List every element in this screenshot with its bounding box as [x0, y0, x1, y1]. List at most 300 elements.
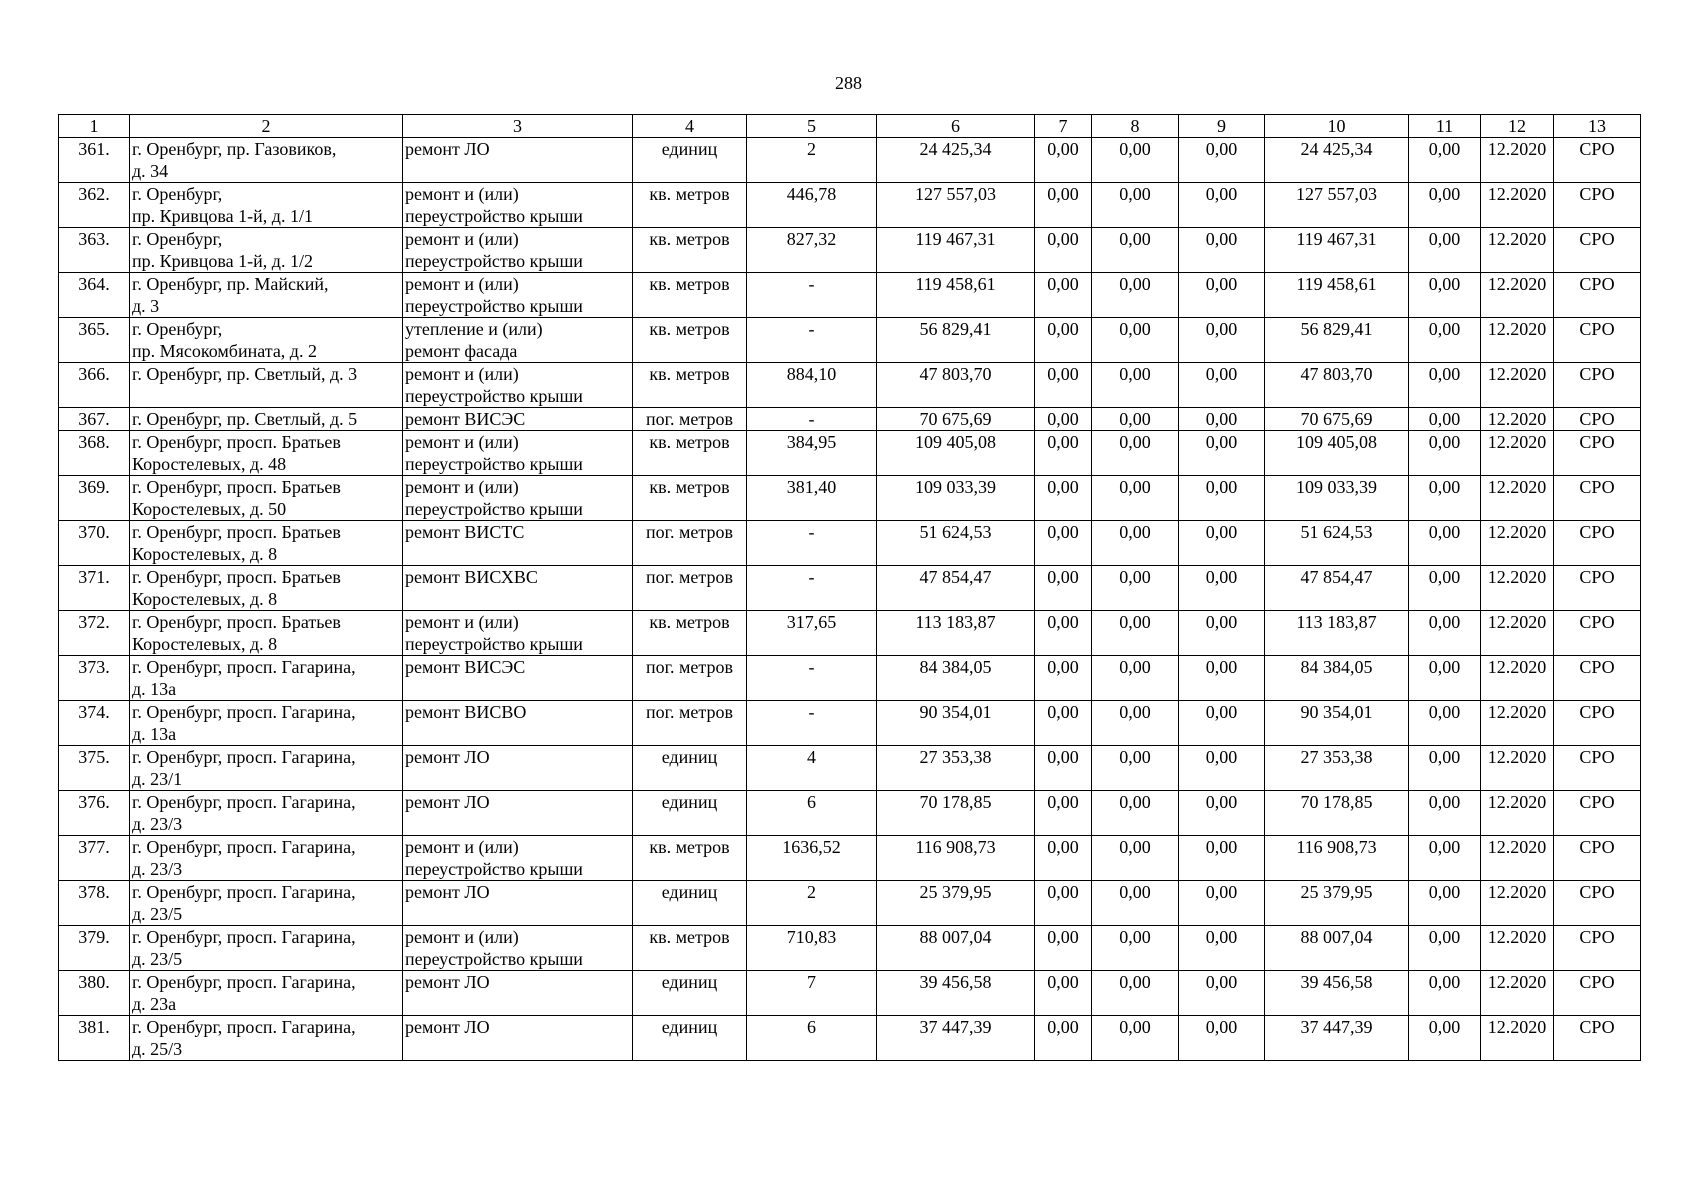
- col11-cell: 0,00: [1409, 138, 1481, 183]
- col8-cell: 0,00: [1092, 431, 1179, 476]
- row-number: 372.: [59, 611, 130, 656]
- work-type-cell: [403, 521, 633, 566]
- organization-cell: СРО: [1554, 746, 1641, 791]
- address-cell: [130, 656, 403, 701]
- col11-cell: 0,00: [1409, 791, 1481, 836]
- col7-cell: 0,00: [1035, 273, 1092, 318]
- address-cell-line: пр. Кривцова 1-й, д. 1/1: [132, 206, 313, 226]
- col9-cell: 0,00: [1179, 431, 1265, 476]
- total-cost-cell: 37 447,39: [877, 1016, 1035, 1061]
- date-cell: 12.2020: [1481, 836, 1554, 881]
- col11-cell: 0,00: [1409, 656, 1481, 701]
- work-type-cell-line: ремонт ВИСТС: [405, 522, 525, 542]
- col7-cell: 0,00: [1035, 791, 1092, 836]
- col9-cell: 0,00: [1179, 1016, 1265, 1061]
- quantity-cell: 884,10: [747, 363, 877, 408]
- work-type-cell-line: ремонт ЛО: [405, 972, 490, 992]
- organization-cell: СРО: [1554, 611, 1641, 656]
- address-cell-line: г. Оренбург, просп. Гагарина,: [132, 747, 356, 767]
- col10-cell: 84 384,05: [1265, 656, 1409, 701]
- total-cost-cell: 70 675,69: [877, 408, 1035, 431]
- work-type-cell: [403, 746, 633, 791]
- table-row: [59, 431, 1641, 476]
- quantity-cell: 317,65: [747, 611, 877, 656]
- unit-cell: единиц: [633, 1016, 747, 1061]
- address-cell-line: г. Оренбург, просп. Братьев: [132, 477, 341, 497]
- column-number-row: [59, 115, 1641, 138]
- table-row: [59, 476, 1641, 521]
- work-type-cell-line: ремонт и (или): [405, 364, 519, 384]
- row-number: 361.: [59, 138, 130, 183]
- address-cell: [130, 408, 403, 431]
- work-type-cell-line: ремонт ЛО: [405, 139, 490, 159]
- organization-cell: СРО: [1554, 408, 1641, 431]
- organization-cell: СРО: [1554, 363, 1641, 408]
- address-cell: [130, 228, 403, 273]
- work-type-cell: [403, 971, 633, 1016]
- quantity-cell: -: [747, 656, 877, 701]
- col7-cell: 0,00: [1035, 836, 1092, 881]
- col8-cell: 0,00: [1092, 1016, 1179, 1061]
- address-cell: [130, 1016, 403, 1061]
- col11-cell: 0,00: [1409, 408, 1481, 431]
- col7-cell: 0,00: [1035, 746, 1092, 791]
- column-header: 13: [1554, 115, 1641, 138]
- page-number: 288: [835, 73, 862, 93]
- address-cell: [130, 971, 403, 1016]
- organization-cell: СРО: [1554, 836, 1641, 881]
- work-type-cell: [403, 656, 633, 701]
- col9-cell: 0,00: [1179, 926, 1265, 971]
- quantity-cell: -: [747, 273, 877, 318]
- col10-cell: 109 033,39: [1265, 476, 1409, 521]
- address-cell: [130, 431, 403, 476]
- address-cell-line: Коростелевых, д. 8: [132, 544, 278, 564]
- col8-cell: 0,00: [1092, 791, 1179, 836]
- col7-cell: 0,00: [1035, 476, 1092, 521]
- col10-cell: 25 379,95: [1265, 881, 1409, 926]
- address-cell-line: г. Оренбург, пр. Светлый, д. 3: [132, 364, 358, 384]
- work-type-cell: [403, 183, 633, 228]
- table-body: [59, 138, 1641, 1061]
- col10-cell: 127 557,03: [1265, 183, 1409, 228]
- total-cost-cell: 25 379,95: [877, 881, 1035, 926]
- date-cell: 12.2020: [1481, 408, 1554, 431]
- date-cell: 12.2020: [1481, 971, 1554, 1016]
- col11-cell: 0,00: [1409, 881, 1481, 926]
- col7-cell: 0,00: [1035, 566, 1092, 611]
- table-row: [59, 881, 1641, 926]
- work-type-cell: [403, 566, 633, 611]
- work-type-cell-line: переустройство крыши: [405, 859, 583, 879]
- col10-cell: 119 467,31: [1265, 228, 1409, 273]
- row-number: 371.: [59, 566, 130, 611]
- address-cell-line: г. Оренбург, просп. Гагарина,: [132, 1017, 356, 1037]
- col11-cell: 0,00: [1409, 521, 1481, 566]
- unit-cell: кв. метров: [633, 363, 747, 408]
- col9-cell: 0,00: [1179, 521, 1265, 566]
- date-cell: 12.2020: [1481, 881, 1554, 926]
- table-row: [59, 183, 1641, 228]
- address-cell-line: д. 23/5: [132, 949, 183, 969]
- column-header: 5: [747, 115, 877, 138]
- total-cost-cell: 24 425,34: [877, 138, 1035, 183]
- unit-cell: пог. метров: [633, 701, 747, 746]
- col11-cell: 0,00: [1409, 836, 1481, 881]
- quantity-cell: 6: [747, 791, 877, 836]
- col11-cell: 0,00: [1409, 183, 1481, 228]
- work-type-cell: [403, 408, 633, 431]
- organization-cell: СРО: [1554, 881, 1641, 926]
- unit-cell: единиц: [633, 746, 747, 791]
- repair-register-table: [58, 114, 1641, 1061]
- column-header: 10: [1265, 115, 1409, 138]
- date-cell: 12.2020: [1481, 521, 1554, 566]
- quantity-cell: 384,95: [747, 431, 877, 476]
- address-cell-line: Коростелевых, д. 8: [132, 589, 278, 609]
- date-cell: 12.2020: [1481, 791, 1554, 836]
- total-cost-cell: 90 354,01: [877, 701, 1035, 746]
- work-type-cell: [403, 611, 633, 656]
- col10-cell: 51 624,53: [1265, 521, 1409, 566]
- total-cost-cell: 119 467,31: [877, 228, 1035, 273]
- column-header: 11: [1409, 115, 1481, 138]
- unit-cell: пог. метров: [633, 408, 747, 431]
- col8-cell: 0,00: [1092, 363, 1179, 408]
- unit-cell: единиц: [633, 881, 747, 926]
- quantity-cell: 6: [747, 1016, 877, 1061]
- col10-cell: 119 458,61: [1265, 273, 1409, 318]
- col9-cell: 0,00: [1179, 746, 1265, 791]
- work-type-cell-line: переустройство крыши: [405, 386, 583, 406]
- col7-cell: 0,00: [1035, 1016, 1092, 1061]
- date-cell: 12.2020: [1481, 183, 1554, 228]
- work-type-cell-line: ремонт и (или): [405, 432, 519, 452]
- work-type-cell-line: ремонт ЛО: [405, 1017, 490, 1037]
- unit-cell: единиц: [633, 138, 747, 183]
- row-number: 363.: [59, 228, 130, 273]
- work-type-cell-line: ремонт фасада: [405, 341, 518, 361]
- table-row: [59, 521, 1641, 566]
- column-header: 4: [633, 115, 747, 138]
- col8-cell: 0,00: [1092, 476, 1179, 521]
- address-cell-line: г. Оренбург, просп. Гагарина,: [132, 972, 356, 992]
- col11-cell: 0,00: [1409, 318, 1481, 363]
- col10-cell: 47 854,47: [1265, 566, 1409, 611]
- address-cell-line: г. Оренбург, просп. Гагарина,: [132, 657, 356, 677]
- unit-cell: кв. метров: [633, 476, 747, 521]
- work-type-cell: [403, 836, 633, 881]
- column-header: 1: [59, 115, 130, 138]
- table-row: [59, 971, 1641, 1016]
- work-type-cell-line: ремонт ЛО: [405, 792, 490, 812]
- unit-cell: пог. метров: [633, 521, 747, 566]
- column-header: 9: [1179, 115, 1265, 138]
- work-type-cell: [403, 318, 633, 363]
- address-cell-line: г. Оренбург, пр. Светлый, д. 5: [132, 409, 358, 429]
- address-cell-line: д. 23/5: [132, 904, 183, 924]
- date-cell: 12.2020: [1481, 926, 1554, 971]
- address-cell-line: г. Оренбург,: [132, 184, 223, 204]
- date-cell: 12.2020: [1481, 318, 1554, 363]
- row-number: 374.: [59, 701, 130, 746]
- work-type-cell-line: переустройство крыши: [405, 949, 583, 969]
- col11-cell: 0,00: [1409, 228, 1481, 273]
- address-cell-line: д. 13а: [132, 679, 177, 699]
- date-cell: 12.2020: [1481, 138, 1554, 183]
- table-row: [59, 791, 1641, 836]
- address-cell-line: г. Оренбург, просп. Гагарина,: [132, 927, 356, 947]
- date-cell: 12.2020: [1481, 746, 1554, 791]
- address-cell: [130, 318, 403, 363]
- address-cell: [130, 926, 403, 971]
- address-cell-line: д. 34: [132, 161, 169, 181]
- table-row: [59, 656, 1641, 701]
- col9-cell: 0,00: [1179, 408, 1265, 431]
- table-row: [59, 273, 1641, 318]
- col9-cell: 0,00: [1179, 611, 1265, 656]
- address-cell-line: г. Оренбург, пр. Майский,: [132, 274, 329, 294]
- unit-cell: кв. метров: [633, 836, 747, 881]
- organization-cell: СРО: [1554, 476, 1641, 521]
- table-row: [59, 746, 1641, 791]
- column-header: 2: [130, 115, 403, 138]
- work-type-cell-line: ремонт ЛО: [405, 747, 490, 767]
- date-cell: 12.2020: [1481, 228, 1554, 273]
- table-row: [59, 836, 1641, 881]
- date-cell: 12.2020: [1481, 476, 1554, 521]
- total-cost-cell: 56 829,41: [877, 318, 1035, 363]
- table-row: [59, 566, 1641, 611]
- date-cell: 12.2020: [1481, 273, 1554, 318]
- organization-cell: СРО: [1554, 1016, 1641, 1061]
- unit-cell: кв. метров: [633, 228, 747, 273]
- total-cost-cell: 113 183,87: [877, 611, 1035, 656]
- address-cell-line: г. Оренбург, просп. Братьев: [132, 612, 341, 632]
- col11-cell: 0,00: [1409, 566, 1481, 611]
- work-type-cell-line: утепление и (или): [405, 319, 543, 339]
- col9-cell: 0,00: [1179, 656, 1265, 701]
- col7-cell: 0,00: [1035, 408, 1092, 431]
- total-cost-cell: 84 384,05: [877, 656, 1035, 701]
- work-type-cell-line: ремонт ЛО: [405, 882, 490, 902]
- total-cost-cell: 116 908,73: [877, 836, 1035, 881]
- quantity-cell: 710,83: [747, 926, 877, 971]
- date-cell: 12.2020: [1481, 656, 1554, 701]
- work-type-cell: [403, 791, 633, 836]
- column-header: 8: [1092, 115, 1179, 138]
- col11-cell: 0,00: [1409, 746, 1481, 791]
- address-cell: [130, 701, 403, 746]
- unit-cell: кв. метров: [633, 926, 747, 971]
- work-type-cell: [403, 476, 633, 521]
- date-cell: 12.2020: [1481, 1016, 1554, 1061]
- col11-cell: 0,00: [1409, 926, 1481, 971]
- col7-cell: 0,00: [1035, 183, 1092, 228]
- col8-cell: 0,00: [1092, 183, 1179, 228]
- col9-cell: 0,00: [1179, 836, 1265, 881]
- col8-cell: 0,00: [1092, 971, 1179, 1016]
- organization-cell: СРО: [1554, 566, 1641, 611]
- address-cell-line: г. Оренбург, просп. Братьев: [132, 522, 341, 542]
- unit-cell: кв. метров: [633, 273, 747, 318]
- total-cost-cell: 119 458,61: [877, 273, 1035, 318]
- col9-cell: 0,00: [1179, 228, 1265, 273]
- address-cell-line: г. Оренбург, просп. Братьев: [132, 432, 341, 452]
- work-type-cell-line: ремонт и (или): [405, 612, 519, 632]
- col8-cell: 0,00: [1092, 273, 1179, 318]
- col11-cell: 0,00: [1409, 611, 1481, 656]
- table-row: [59, 363, 1641, 408]
- work-type-cell-line: ремонт ВИСЭС: [405, 657, 526, 677]
- work-type-cell-line: ремонт и (или): [405, 837, 519, 857]
- address-cell-line: Коростелевых, д. 48: [132, 454, 287, 474]
- work-type-cell-line: переустройство крыши: [405, 634, 583, 654]
- work-type-cell-line: ремонт ВИСВО: [405, 702, 527, 722]
- col8-cell: 0,00: [1092, 881, 1179, 926]
- col10-cell: 47 803,70: [1265, 363, 1409, 408]
- unit-cell: пог. метров: [633, 656, 747, 701]
- quantity-cell: -: [747, 701, 877, 746]
- organization-cell: СРО: [1554, 273, 1641, 318]
- work-type-cell-line: переустройство крыши: [405, 454, 583, 474]
- address-cell-line: г. Оренбург, просп. Гагарина,: [132, 882, 356, 902]
- address-cell-line: г. Оренбург,: [132, 229, 223, 249]
- quantity-cell: -: [747, 408, 877, 431]
- table-row: [59, 611, 1641, 656]
- total-cost-cell: 88 007,04: [877, 926, 1035, 971]
- address-cell: [130, 138, 403, 183]
- date-cell: 12.2020: [1481, 431, 1554, 476]
- address-cell-line: г. Оренбург, просп. Братьев: [132, 567, 341, 587]
- address-cell-line: д. 23/3: [132, 859, 183, 879]
- organization-cell: СРО: [1554, 521, 1641, 566]
- organization-cell: СРО: [1554, 228, 1641, 273]
- work-type-cell: [403, 431, 633, 476]
- work-type-cell: [403, 881, 633, 926]
- col10-cell: 56 829,41: [1265, 318, 1409, 363]
- quantity-cell: 4: [747, 746, 877, 791]
- row-number: 380.: [59, 971, 130, 1016]
- address-cell-line: пр. Кривцова 1-й, д. 1/2: [132, 251, 313, 271]
- total-cost-cell: 27 353,38: [877, 746, 1035, 791]
- date-cell: 12.2020: [1481, 611, 1554, 656]
- date-cell: 12.2020: [1481, 566, 1554, 611]
- date-cell: 12.2020: [1481, 363, 1554, 408]
- col8-cell: 0,00: [1092, 408, 1179, 431]
- col11-cell: 0,00: [1409, 476, 1481, 521]
- table-row: [59, 926, 1641, 971]
- unit-cell: кв. метров: [633, 431, 747, 476]
- work-type-cell: [403, 228, 633, 273]
- col10-cell: 27 353,38: [1265, 746, 1409, 791]
- col7-cell: 0,00: [1035, 926, 1092, 971]
- total-cost-cell: 109 033,39: [877, 476, 1035, 521]
- work-type-cell-line: ремонт и (или): [405, 927, 519, 947]
- work-type-cell: [403, 1016, 633, 1061]
- address-cell: [130, 836, 403, 881]
- col10-cell: 88 007,04: [1265, 926, 1409, 971]
- col9-cell: 0,00: [1179, 791, 1265, 836]
- col10-cell: 109 405,08: [1265, 431, 1409, 476]
- table-row: [59, 138, 1641, 183]
- col7-cell: 0,00: [1035, 318, 1092, 363]
- address-cell: [130, 273, 403, 318]
- column-header: 6: [877, 115, 1035, 138]
- quantity-cell: 2: [747, 138, 877, 183]
- address-cell-line: г. Оренбург, пр. Газовиков,: [132, 139, 337, 159]
- unit-cell: единиц: [633, 971, 747, 1016]
- quantity-cell: -: [747, 566, 877, 611]
- quantity-cell: 381,40: [747, 476, 877, 521]
- address-cell-line: г. Оренбург, просп. Гагарина,: [132, 702, 356, 722]
- col8-cell: 0,00: [1092, 611, 1179, 656]
- work-type-cell-line: переустройство крыши: [405, 499, 583, 519]
- col7-cell: 0,00: [1035, 521, 1092, 566]
- unit-cell: единиц: [633, 791, 747, 836]
- col8-cell: 0,00: [1092, 836, 1179, 881]
- work-type-cell-line: переустройство крыши: [405, 251, 583, 271]
- col10-cell: 70 675,69: [1265, 408, 1409, 431]
- address-cell: [130, 566, 403, 611]
- unit-cell: кв. метров: [633, 183, 747, 228]
- row-number: 365.: [59, 318, 130, 363]
- organization-cell: СРО: [1554, 791, 1641, 836]
- work-type-cell-line: ремонт и (или): [405, 184, 519, 204]
- address-cell-line: д. 23/1: [132, 769, 183, 789]
- address-cell: [130, 476, 403, 521]
- table-row: [59, 408, 1641, 431]
- quantity-cell: 7: [747, 971, 877, 1016]
- total-cost-cell: 47 803,70: [877, 363, 1035, 408]
- address-cell: [130, 521, 403, 566]
- total-cost-cell: 51 624,53: [877, 521, 1035, 566]
- column-header: 12: [1481, 115, 1554, 138]
- address-cell-line: Коростелевых, д. 50: [132, 499, 287, 519]
- work-type-cell-line: ремонт ВИСХВС: [405, 567, 538, 587]
- address-cell-line: г. Оренбург,: [132, 319, 223, 339]
- row-number: 373.: [59, 656, 130, 701]
- date-cell: 12.2020: [1481, 701, 1554, 746]
- column-header: 7: [1035, 115, 1092, 138]
- address-cell-line: д. 25/3: [132, 1039, 183, 1059]
- col7-cell: 0,00: [1035, 881, 1092, 926]
- total-cost-cell: 47 854,47: [877, 566, 1035, 611]
- col11-cell: 0,00: [1409, 363, 1481, 408]
- col7-cell: 0,00: [1035, 431, 1092, 476]
- organization-cell: СРО: [1554, 701, 1641, 746]
- row-number: 377.: [59, 836, 130, 881]
- unit-cell: кв. метров: [633, 318, 747, 363]
- col9-cell: 0,00: [1179, 701, 1265, 746]
- col9-cell: 0,00: [1179, 566, 1265, 611]
- address-cell-line: Коростелевых, д. 8: [132, 634, 278, 654]
- col8-cell: 0,00: [1092, 566, 1179, 611]
- address-cell: [130, 881, 403, 926]
- row-number: 367.: [59, 408, 130, 431]
- total-cost-cell: 39 456,58: [877, 971, 1035, 1016]
- col10-cell: 70 178,85: [1265, 791, 1409, 836]
- quantity-cell: -: [747, 521, 877, 566]
- col10-cell: 37 447,39: [1265, 1016, 1409, 1061]
- address-cell-line: д. 23/3: [132, 814, 183, 834]
- col8-cell: 0,00: [1092, 228, 1179, 273]
- quantity-cell: 446,78: [747, 183, 877, 228]
- col8-cell: 0,00: [1092, 318, 1179, 363]
- organization-cell: СРО: [1554, 656, 1641, 701]
- row-number: 366.: [59, 363, 130, 408]
- row-number: 379.: [59, 926, 130, 971]
